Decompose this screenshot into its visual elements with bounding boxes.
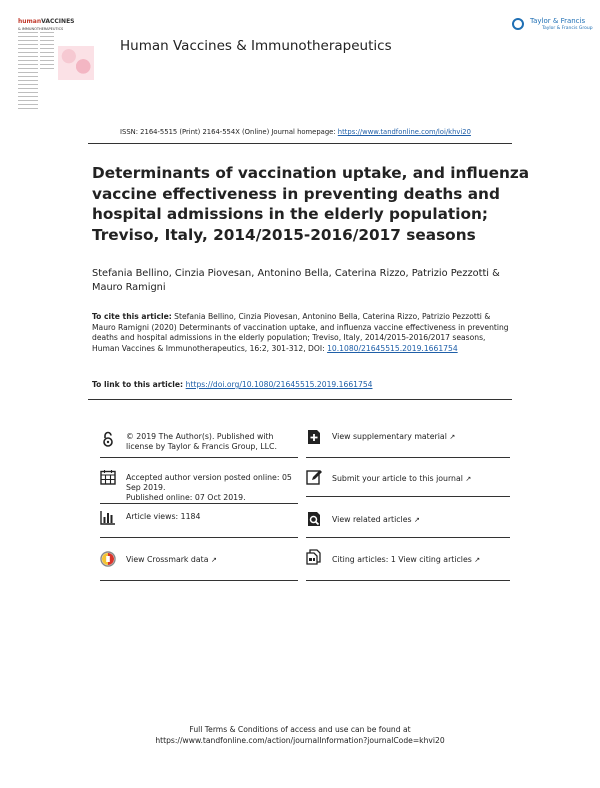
search-document-icon xyxy=(306,511,322,527)
edit-icon xyxy=(306,469,322,485)
crossmark-icon xyxy=(100,551,116,567)
external-link-icon: ↗ xyxy=(474,556,481,564)
cover-logo: humanVACCINES & IMMUNOTHERAPEUTICS xyxy=(18,18,75,31)
supplementary-material-link[interactable]: View supplementary material ↗ xyxy=(306,429,506,449)
citing-icon xyxy=(306,549,322,565)
related-articles-link[interactable]: View related articles ↗ xyxy=(306,511,506,531)
issn-line: ISSN: 2164-5515 (Print) 2164-554X (Online) Journal homepage: https://www.tandfonline.com/loi/khvi20 xyxy=(120,128,471,136)
article-link-line: To link to this article: https://doi.org/10.1080/21645515.2019.1661754 xyxy=(92,380,373,389)
publisher-logo-icon xyxy=(512,18,524,30)
publisher-logo[interactable]: Taylor & Francis Taylor & Francis Group xyxy=(512,16,584,38)
cover-text-lines xyxy=(40,32,54,72)
external-link-icon: ↗ xyxy=(210,556,217,564)
calendar-icon xyxy=(100,469,116,485)
article-doi-link[interactable]: https://doi.org/10.1080/21645515.2019.1661754 xyxy=(185,380,373,389)
submit-article-link[interactable]: Submit your article to this journal ↗ xyxy=(306,469,506,489)
external-link-icon: ↗ xyxy=(449,433,456,441)
article-views: Article views: 1184 xyxy=(100,509,300,529)
citation-divider xyxy=(88,399,512,400)
open-access-icon xyxy=(100,431,116,447)
citing-articles-link[interactable]: Citing articles: 1 View citing articles ↗ xyxy=(306,549,510,569)
terms-footer xyxy=(0,724,600,746)
citation-doi-link[interactable]: 10.1080/21645515.2019.1661754 xyxy=(327,344,458,354)
plus-document-icon xyxy=(306,429,322,445)
external-link-icon: ↗ xyxy=(465,475,472,483)
article-authors: Stefania Bellino, Cinzia Piovesan, Antonino Bella, Caterina Rizzo, Patrizio Pezzotti & Mauro Ramigni xyxy=(92,268,500,293)
journal-title: Human Vaccines & Immunotherapeutics xyxy=(120,38,392,54)
crossmark-link[interactable]: View Crossmark data ↗ xyxy=(100,551,300,571)
journal-cover-thumbnail xyxy=(18,18,76,110)
publication-dates: Accepted author version posted online: 05 Sep 2019. Published online: 07 Oct 2019. xyxy=(100,469,300,503)
bar-chart-icon xyxy=(100,509,116,525)
cover-illustration xyxy=(58,46,94,80)
article-title: Determinants of vaccination uptake, and influenza vaccine effectiveness in preventing deaths and hospital admissions in the elderly population; Treviso, Italy, 2014/2015-2016/2017 seasons xyxy=(92,164,530,244)
journal-homepage-link[interactable]: https://www.tandfonline.com/loi/khvi20 xyxy=(337,128,471,136)
license-info: © 2019 The Author(s). Published with license by Taylor & Francis Group, LLC. xyxy=(100,431,300,461)
external-link-icon: ↗ xyxy=(414,516,420,524)
citation-block: To cite this article: Stefania Bellino, Cinzia Piovesan, Antonino Bella, Caterina Rizzo, Patrizio Pezzotti & Mauro Ramigni (2020) Determinants of vaccination uptake, and influenza vaccine effectiveness in preventing deaths and hospital admissions in the elderly population; Treviso, Italy, 2014/2015-2016/2017 seasons, Human Vaccines & Immunotherapeutics, 16:2, 301-312, DOI: 10.1080/21645515.2019.1661754 xyxy=(92,312,509,354)
cover-text-lines xyxy=(18,32,38,110)
footer-url[interactable]: https://www.tandfonline.com/action/journalInformation?journalCode=khvi20 xyxy=(155,736,445,745)
header-divider xyxy=(88,143,512,144)
footer-line: Full Terms & Conditions of access and use can be found at xyxy=(189,725,411,734)
